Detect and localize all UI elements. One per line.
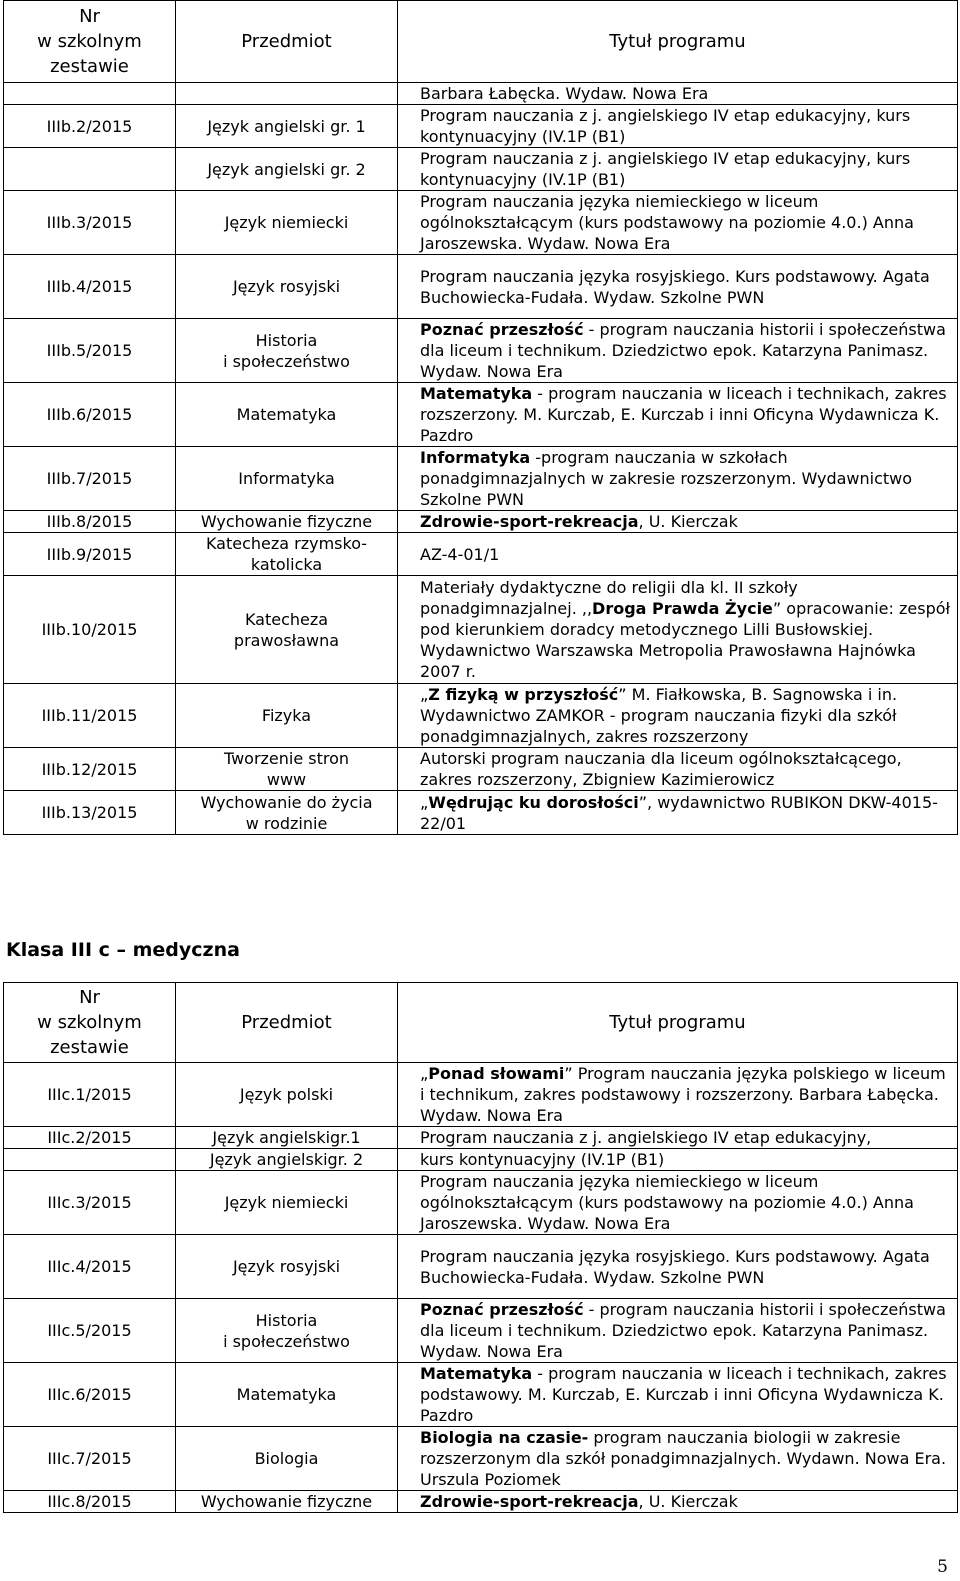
table-header-row [4,983,958,1063]
table-row [4,748,958,791]
header-subject: Przedmiot [176,1,398,83]
page-number: 5 [937,1557,948,1577]
cell-title [398,1363,958,1427]
title-text: Program nauczania języka rosyjskiego. Kurs podstawowy. Agata Buchowiecka-Fudała. Wydaw. Szkolne PWN [420,266,930,307]
title-text: Materiały dydaktyczne do religii dla kl. II szkoły ponadgimnazjalnej. ,, [420,578,798,618]
cell-title [398,533,958,576]
cell-subject: Język angielski gr. 1 [176,105,398,148]
cell-subject: Język angielskigr.1 [176,1127,398,1149]
cell-subject: Język polski [176,1063,398,1127]
cell-nr [4,1149,176,1171]
cell-title [398,1427,958,1491]
cell-subject: Wychowanie fizyczne [176,1491,398,1513]
title-text: Program nauczania z j. angielskiego IV etap edukacyjny, kurs kontynuacyjny (IV.1P (B1) [420,149,911,189]
cell-nr: IIIb.5/2015 [4,319,176,383]
table-row [4,383,958,447]
cell-title [398,511,958,533]
title-text: - program nauczania historii i społeczeństwa dla liceum i technikum. Dziedzictwo epok. Katarzyna Panimasz. Wydaw. Nowa Era [420,1300,946,1361]
title-emphasis: Matematyka [420,384,533,403]
cell-nr [4,148,176,191]
title-text: -program nauczania w szkołach ponadgimnazjalnych w zakresie rozszerzonym. Wydawnictwo Szkolne PWN [420,448,913,509]
cell-nr: IIIb.6/2015 [4,383,176,447]
title-text: ”, wydawnictwo RUBIKON DKW-4015-22/01 [420,792,938,833]
cell-nr: IIIc.3/2015 [4,1171,176,1235]
title-text: Barbara Łabęcka. Wydaw. Nowa Era [420,84,709,103]
title-text: Program nauczania języka niemieckiego w liceum ogólnokształcącym (kurs podstawowy na poziomie 4.0.) Anna Jaroszewska. Wydaw. Nowa Era [420,192,914,253]
title-text: ” opracowanie: zespół pod kierunkiem doradcy metodycznego Lilli Busłowskiej. Wydawnictwo Warszawska Metropolia Prawosławna Hajnówka 2007 r. [420,599,951,681]
table-row [4,1299,958,1363]
cell-nr: IIIc.7/2015 [4,1427,176,1491]
cell-nr: IIIb.13/2015 [4,791,176,835]
table-row [4,319,958,383]
cell-subject: Informatyka [176,447,398,511]
title-text: Program nauczania języka niemieckiego w liceum ogólnokształcącym (kurs podstawowy na poziomie 4.0.) Anna Jaroszewska. Wydaw. Nowa Era [420,1172,914,1233]
title-text: - program nauczania w liceach i technikach, zakres podstawowy. M. Kurczab, E. Kurczab i inni Oficyna Wydawnicza K. Pazdro [420,1364,947,1425]
table-row [4,1363,958,1427]
table-row [4,684,958,748]
cell-nr [4,83,176,105]
cell-nr: IIIb.2/2015 [4,105,176,148]
cell-nr: IIIb.8/2015 [4,511,176,533]
cell-nr: IIIb.7/2015 [4,447,176,511]
cell-title [398,447,958,511]
cell-nr: IIIc.6/2015 [4,1363,176,1427]
cell-subject: Matematyka [176,1363,398,1427]
table-row [4,148,958,191]
cell-subject: Język angielski gr. 2 [176,148,398,191]
cell-title [398,576,958,684]
cell-subject: Matematyka [176,383,398,447]
title-text: program nauczania biologii w zakresie rozszerzonym dla szkół ponadgimnazjalnych. Wydawn. Nowa Era. Urszula Poziomek [420,1428,947,1489]
table-body-iiic [4,1063,958,1513]
table-body-iiib [4,83,958,835]
cell-nr: IIIb.10/2015 [4,576,176,684]
table-row [4,1149,958,1171]
cell-subject: Historia i społeczeństwo [176,319,398,383]
cell-nr: IIIb.4/2015 [4,255,176,319]
cell-nr: IIIb.11/2015 [4,684,176,748]
table-row [4,533,958,576]
section-heading: Klasa III c – medyczna [6,939,240,961]
cell-subject: Wychowanie do życia w rodzinie [176,791,398,835]
table-row [4,1063,958,1127]
table-row [4,1171,958,1235]
title-text: Program nauczania języka rosyjskiego. Kurs podstawowy. Agata Buchowiecka-Fudała. Wydaw. Szkolne PWN [420,1246,930,1287]
title-emphasis: Zdrowie-sport-rekreacja [420,512,639,531]
title-emphasis: Zdrowie-sport-rekreacja [420,1492,639,1511]
table-row [4,511,958,533]
cell-nr: IIIb.12/2015 [4,748,176,791]
cell-nr: IIIc.8/2015 [4,1491,176,1513]
cell-nr: IIIc.4/2015 [4,1235,176,1299]
title-emphasis: Matematyka [420,1364,533,1383]
cell-title [398,319,958,383]
title-emphasis: Z fizyką w przyszłość [428,685,619,704]
table-row [4,576,958,684]
table-row [4,1491,958,1513]
cell-title [398,1127,958,1149]
title-text: Program nauczania z j. angielskiego IV etap edukacyjny, [420,1128,872,1147]
title-text: ” M. Fiałkowska, B. Sagnowska i in. Wydawnictwo ZAMKOR - program nauczania fizyki dla szkół ponadgimnazjalnych, zakres rozszerzony [420,685,898,746]
table-row [4,255,958,319]
cell-title [398,1149,958,1171]
table-row [4,191,958,255]
cell-title [398,105,958,148]
cell-title [398,748,958,791]
cell-title [398,1171,958,1235]
table-row [4,1427,958,1491]
title-text: „ [420,792,429,812]
title-text: , U. Kierczak [638,1492,738,1511]
cell-title [398,383,958,447]
cell-nr: IIIc.1/2015 [4,1063,176,1127]
cell-title [398,1491,958,1513]
header-title: Tytuł programu [398,1,958,83]
cell-subject: Język rosyjski [176,255,398,319]
title-text: , U. Kierczak [638,512,738,531]
cell-title [398,1299,958,1363]
cell-subject [176,83,398,105]
programs-table-iiic [3,982,958,1513]
programs-table-iiib [3,0,958,835]
title-emphasis: Ponad słowami [428,1064,565,1083]
title-text: kurs kontynuacyjny (IV.1P (B1) [420,1150,665,1169]
cell-subject: Język niemiecki [176,191,398,255]
cell-nr: IIIb.3/2015 [4,191,176,255]
table-row [4,1235,958,1299]
cell-subject: Katecheza rzymsko- katolicka [176,533,398,576]
title-text: „ [420,1064,429,1083]
cell-title [398,148,958,191]
cell-title [398,1235,958,1299]
header-nr: Nr w szkolnym zestawie [4,1,176,83]
title-emphasis: Wędrując ku dorosłości [428,792,639,812]
cell-title [398,83,958,105]
cell-nr: IIIb.9/2015 [4,533,176,576]
title-emphasis: Poznać przeszłość [420,320,584,339]
cell-subject: Wychowanie fizyczne [176,511,398,533]
table-row [4,791,958,835]
cell-title [398,191,958,255]
cell-title [398,791,958,835]
cell-nr: IIIc.5/2015 [4,1299,176,1363]
cell-subject: Katecheza prawosławna [176,576,398,684]
cell-title [398,684,958,748]
cell-subject: Fizyka [176,684,398,748]
cell-subject: Biologia [176,1427,398,1491]
title-text: Autorski program nauczania dla liceum ogólnokształcącego, zakres rozszerzony, Zbigniew Kazimierowicz [420,749,902,789]
title-text: ” Program nauczania języka polskiego w liceum i technikum, zakres podstawowy i rozszerzony. Barbara Łabęcka. Wydaw. Nowa Era [420,1064,946,1125]
cell-title [398,1063,958,1127]
cell-subject: Historia i społeczeństwo [176,1299,398,1363]
cell-title [398,255,958,319]
cell-subject: Tworzenie stron www [176,748,398,791]
table-row [4,83,958,105]
title-emphasis: Droga Prawda Życie [592,599,773,618]
title-emphasis: Poznać przeszłość [420,1300,584,1319]
title-text: „ [420,685,429,704]
table-row [4,105,958,148]
header-title: Tytuł programu [398,983,958,1063]
table-header-row [4,1,958,83]
cell-subject: Język niemiecki [176,1171,398,1235]
table-row [4,447,958,511]
cell-subject: Język rosyjski [176,1235,398,1299]
title-text: AZ-4-01/1 [420,544,500,564]
header-subject: Przedmiot [176,983,398,1063]
title-emphasis: Biologia na czasie- [420,1428,589,1447]
table-row [4,1127,958,1149]
title-text: - program nauczania historii i społeczeństwa dla liceum i technikum. Dziedzictwo epok. Katarzyna Panimasz. Wydaw. Nowa Era [420,320,946,381]
title-text: - program nauczania w liceach i technikach, zakres rozszerzony. M. Kurczab, E. Kurczab i inni Oficyna Wydawnicza K. Pazdro [420,384,947,445]
cell-nr: IIIc.2/2015 [4,1127,176,1149]
title-emphasis: Informatyka [420,448,531,467]
header-nr: Nr w szkolnym zestawie [4,983,176,1063]
cell-subject: Język angielskigr. 2 [176,1149,398,1171]
title-text: Program nauczania z j. angielskiego IV etap edukacyjny, kurs kontynuacyjny (IV.1P (B1) [420,106,911,146]
